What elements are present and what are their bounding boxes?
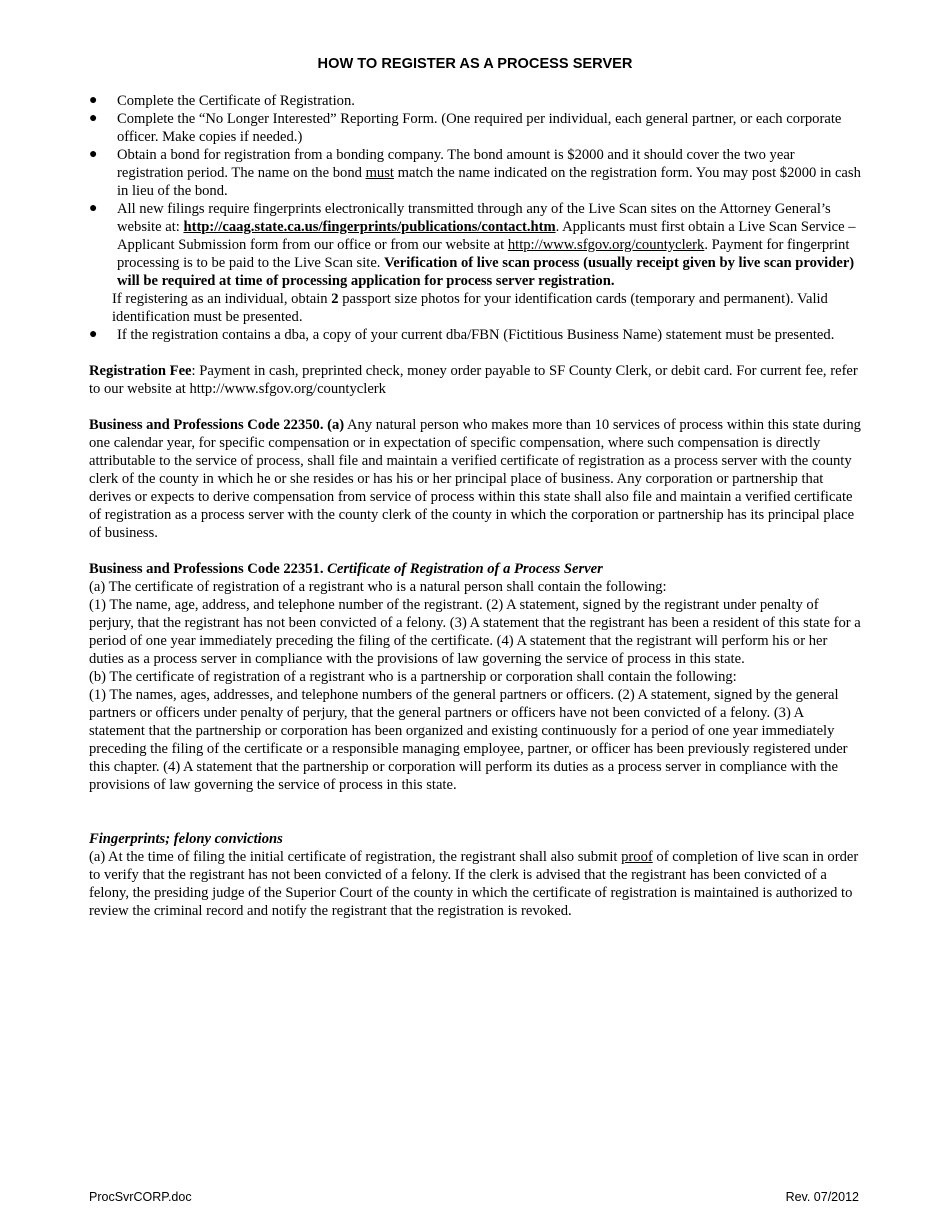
- bullet-icon: ●: [89, 111, 98, 126]
- bullet-icon: ●: [89, 93, 98, 108]
- photos-note: [89, 290, 862, 326]
- list-item: [89, 326, 862, 344]
- list-item-text: Obtain a bond for registration from a bonding company. The bond amount is $2000 and it should cover the two year registration period. The name on the bond: [117, 147, 795, 181]
- code-22351-b: (b) The certificate of registration of a registrant who is a partnership or corporation shall contain the following:: [89, 669, 737, 685]
- photos-count: 2: [331, 291, 339, 307]
- page-title: HOW TO REGISTER AS A PROCESS SERVER: [317, 56, 633, 72]
- underlined-word: must: [365, 165, 394, 181]
- document-body: [89, 92, 862, 920]
- list-item: [89, 146, 862, 200]
- registration-fee-paragraph: [89, 362, 862, 398]
- code-22350-text: Any natural person who makes more than 10 services of process within this state during one calendar year, for specific compensation or in expectation of specific compensation, where such compensation is directly attributable to the service of process, shall file and maintain a verified certificate of registration as a process server with the county clerk of the county in which he or she resides or has his or her principal place of business. Any corporation or partnership that derives or expects to derive compensation from service of process within this state shall also file and maintain a verified certificate of registration as a process server with the county clerk of the county in which the corporation or partnership has its principal place of business.: [89, 417, 861, 541]
- requirements-list-continued: [89, 326, 862, 344]
- list-item-text: If the registration contains a dba, a copy of your current dba/FBN (Fictitious Business Name) statement must be presented.: [117, 327, 835, 343]
- list-item: [89, 92, 862, 110]
- list-item: [89, 200, 862, 290]
- list-item-text: . Applicants must first obtain a Live Scan Service – Applicant Submission form from our office or from our website at: [117, 219, 856, 253]
- code-22351-a-items: (1) The name, age, address, and telephone number of the registrant. (2) A statement, signed by the registrant under penalty of perjury, that the registrant has not been convicted of a felony. (3) A statement that the registrant has been a resident of this state for a period of one year immediately preceding the filing of the certificate. (4) A statement that the registrant will perform his or her duties as a process server in compliance with the provisions of law governing the service of process in this state.: [89, 597, 861, 667]
- photos-note-text: passport size photos for your identification cards (temporary and permanent). Valid identification must be presented.: [112, 291, 828, 325]
- list-item-text: match the name indicated on the registration form. You may post $2000 in cash in lieu of the bond.: [117, 165, 861, 199]
- list-item-text: Complete the Certificate of Registration.: [117, 93, 355, 109]
- bullet-icon: ●: [89, 147, 98, 162]
- requirements-list: [89, 92, 862, 290]
- bullet-icon: ●: [89, 201, 98, 216]
- footer-revision: Rev. 07/2012: [785, 1190, 859, 1204]
- code-22351-b-items: (1) The names, ages, addresses, and telephone numbers of the general partners or officers. (2) A statement, signed by the general partners or officers under penalty of perjury, that the general partners or officers have not been convicted of a felony. (3) A statement that the partnership or corporation has been organized and existing continuously for a period of one year immediately preceding the filing of the certificate or a responsible managing employee, partner, or officer has been previously registered under this chapter. (4) A statement that the partnership or corporation will perform its duties as a process server in compliance with the provisions of law governing the service of process in this state.: [89, 687, 848, 793]
- list-item-text: Complete the “No Longer Interested” Reporting Form. (One required per individual, each general partner, or each corporate officer. Make copies if needed.): [117, 111, 842, 145]
- photos-note-text: If registering as an individual, obtain: [112, 291, 332, 307]
- bullet-icon: ●: [89, 327, 98, 342]
- footer-filename: ProcSvrCORP.doc: [89, 1190, 192, 1204]
- code-22350-subsection: (a): [327, 417, 345, 433]
- code-22350-heading: Business and Professions Code 22350.: [89, 417, 328, 433]
- fingerprints-heading: Fingerprints; felony convictions: [89, 831, 283, 847]
- registration-fee-label: Registration Fee: [89, 363, 192, 379]
- list-item-text: All new filings require fingerprints electronically transmitted through any of the Live Scan sites on the Attorney General’s website at:: [117, 201, 831, 235]
- underlined-word: proof: [621, 849, 653, 865]
- code-22351-heading-line: [89, 560, 862, 578]
- fingerprints-text: of completion of live scan in order to verify that the registrant has not been convicted of a felony. If the clerk is advised that the registrant has been convicted of a felony, the presiding judge of the Superior Court of the county in which the certificate of registration is maintained is authorized to review the criminal record and notify the registrant that the registration is revoked.: [89, 849, 859, 919]
- list-item-text: . Payment for fingerprint processing is to be paid to the Live Scan site.: [117, 237, 850, 271]
- code-22351-title: Certificate of Registration of a Process Server: [327, 561, 603, 577]
- code-22351-a: (a) The certificate of registration of a registrant who is a natural person shall contain the following:: [89, 579, 667, 595]
- fingerprint-sites-link[interactable]: http://caag.state.ca.us/fingerprints/publications/contact.htm: [183, 219, 556, 235]
- verification-notice: Verification of live scan process (usually receipt given by live scan provider) will be required at time of processing application for process server registration.: [117, 255, 855, 289]
- county-clerk-link[interactable]: http://www.sfgov.org/countyclerk: [507, 237, 705, 253]
- registration-fee-text: : Payment in cash, preprinted check, money order payable to SF County Clerk, or debit card. For current fee, refer to our website at http://www.sfgov.org/countyclerk: [89, 363, 858, 397]
- code-22351-heading: Business and Professions Code 22351.: [89, 561, 328, 577]
- fingerprints-paragraph: [89, 848, 862, 920]
- fingerprints-text: (a) At the time of filing the initial certificate of registration, the registrant shall also submit: [89, 849, 622, 865]
- list-item: [89, 110, 862, 146]
- code-22350-paragraph: [89, 416, 862, 542]
